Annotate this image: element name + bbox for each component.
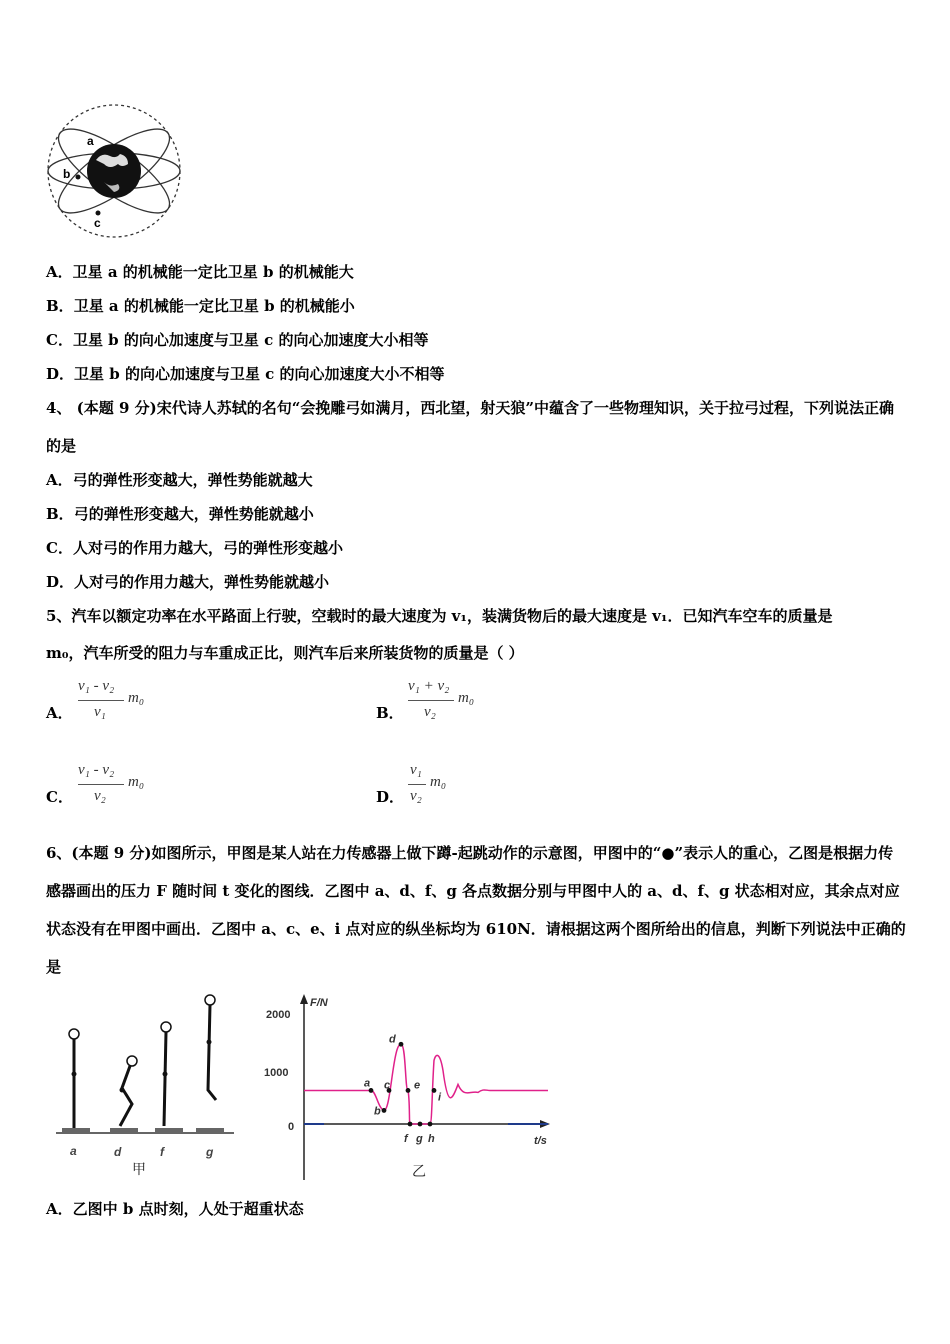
chart-point-label-b: b	[374, 1105, 381, 1118]
q3-option-b[interactable]	[46, 295, 355, 316]
chart-point-label-d: d	[389, 1033, 396, 1046]
satellite-orbit-figure	[44, 100, 184, 242]
q5-option-d-numerator: v₁	[410, 762, 422, 778]
q4-option-b-letter: B．	[46, 505, 74, 523]
q4-option-d-text: 人对弓的作用力越大，弹性势能就越小	[74, 573, 330, 591]
chart-point-e	[406, 1088, 411, 1093]
chart-point-label-h: h	[428, 1133, 435, 1145]
chart-point-label-g: g	[416, 1133, 423, 1145]
q4-stem: 4、 (本题 9 分)宋代诗人苏轼的名句“会挽雕弓如满月，西北望，射天狼”中蕴含了一些物理知识，关于拉弓过程，下列说法正确的是	[46, 399, 894, 455]
figure-jia-squat-jump	[56, 990, 241, 1180]
q5-option-a-bar	[78, 700, 124, 701]
figure-jia-label-d: d	[114, 1145, 122, 1159]
figure-jia-label-f: f	[160, 1145, 164, 1159]
q3-option-d-letter: D．	[46, 365, 75, 383]
q5-option-d-denominator: v₂	[410, 788, 422, 804]
q5-option-d-letter[interactable]: D．	[376, 788, 405, 806]
q5-option-c-mass: m₀	[128, 774, 145, 790]
figure-jia-caption: 甲	[132, 1161, 146, 1177]
q3-option-d-text: 卫星 b 的向心加速度与卫星 c 的向心加速度大小不相等	[74, 365, 445, 383]
q4-option-b-text: 弓的弹性形变越大，弹性势能就越小	[73, 505, 314, 523]
q3-option-a-letter: A．	[46, 263, 73, 281]
chart-point-b	[382, 1108, 387, 1113]
q3-option-b-letter: B．	[46, 297, 74, 315]
chart-point-label-f: f	[404, 1133, 408, 1145]
chart-point-label-a: a	[364, 1077, 371, 1090]
chart-y-axis-arrow	[300, 994, 308, 1004]
q4-option-a-letter: A．	[46, 471, 73, 489]
q6-option-a-letter: A．	[46, 1200, 73, 1218]
satellite-label-b: b	[63, 167, 71, 181]
q5-option-a-letter[interactable]: A．	[46, 704, 73, 722]
q3-option-c-letter: C．	[46, 331, 73, 349]
q5-option-d-bar	[408, 784, 426, 785]
chart-y-label: F/N	[310, 997, 328, 1009]
q4-option-b[interactable]	[46, 503, 314, 524]
q6-option-a-text: 乙图中 b 点时刻，人处于超重状态	[72, 1200, 304, 1218]
chart-point-label-c: c	[384, 1079, 391, 1092]
chart-point-label-e: e	[414, 1079, 421, 1092]
satellite-label-a: a	[87, 134, 94, 148]
chart-ytick-2000: 2000	[266, 1009, 291, 1021]
q3-option-a[interactable]	[46, 261, 354, 282]
q3-option-b-text: 卫星 a 的机械能一定比卫星 b 的机械能小	[73, 297, 355, 315]
chart-point-h	[428, 1122, 433, 1127]
q3-option-d[interactable]	[46, 363, 445, 384]
chart-point-f	[408, 1122, 413, 1127]
figure-jia-label-g: g	[206, 1145, 214, 1159]
chart-point-i	[432, 1088, 437, 1093]
q3-option-c-text: 卫星 b 的向心加速度与卫星 c 的向心加速度大小相等	[72, 331, 429, 349]
chart-ytick-0: 0	[288, 1121, 295, 1133]
q6-option-a[interactable]	[46, 1198, 304, 1219]
q4-option-a-text: 弓的弹性形变越大，弹性势能就越大	[72, 471, 313, 489]
q5-option-c-letter[interactable]: C．	[46, 788, 73, 806]
q3-option-a-text: 卫星 a 的机械能一定比卫星 b 的机械能大	[72, 263, 354, 281]
figure-yi-caption: 乙	[412, 1163, 426, 1179]
q5-stem-line1: 5、汽车以额定功率在水平路面上行驶，空载时的最大速度为 v₁，装满货物后的最大速度是 v₁．已知汽车空车的质量是	[46, 607, 833, 625]
q5-option-c-denominator: v₂	[94, 788, 106, 804]
q5-option-a-numerator: v₁ - v₂	[78, 678, 115, 694]
figure-yi-force-time-chart	[258, 990, 558, 1190]
q4-option-c-letter: C．	[46, 539, 73, 557]
q5-stem-line2: m₀，汽车所受的阻力与车重成正比，则汽车后来所装货物的质量是（ ）	[46, 644, 524, 662]
q5-option-a-mass: m₀	[128, 690, 145, 706]
chart-x-label: t/s	[534, 1135, 547, 1147]
figure-jia-label-a: a	[70, 1144, 77, 1158]
q5-option-b-letter[interactable]: B．	[376, 704, 404, 722]
q4-option-c-text: 人对弓的作用力越大，弓的弹性形变越小	[72, 539, 343, 557]
q5-option-c-bar	[78, 784, 124, 785]
q5-option-d-mass: m₀	[430, 774, 447, 790]
q6-stem: 6、(本题 9 分)如图所示，甲图是某人站在力传感器上做下蹲-起跳动作的示意图，甲图中的“●”表示人的重心，乙图是根据力传感器画出的压力 F 随时间 t 变化的图线．乙图中 a、d、f、g 各点数据分别与甲图中人的 a、d、f、g 状态相对应，其余点对应状态没有在甲图中画出．乙图中 a、c、e、i 点对应的纵坐标均为 610N．请根据这两个图所给出的信息，判断下列说法中正确的是	[46, 844, 906, 976]
q5-option-b-bar	[408, 700, 454, 701]
satellite-label-c: c	[94, 216, 101, 230]
chart-point-d	[399, 1042, 404, 1047]
q5-option-b-denominator: v₂	[424, 704, 436, 720]
q5-option-b-numerator: v₁ + v₂	[408, 678, 450, 694]
q5-option-c-numerator: v₁ - v₂	[78, 762, 115, 778]
q5-option-a-denominator: v₁	[94, 704, 106, 720]
q4-option-d-letter: D．	[46, 573, 75, 591]
q4-option-d[interactable]	[46, 571, 329, 592]
chart-ytick-1000: 1000	[264, 1067, 289, 1079]
q5-option-b-mass: m₀	[458, 690, 475, 706]
chart-point-g	[418, 1122, 423, 1127]
q4-option-a[interactable]	[46, 469, 313, 490]
chart-point-label-i: i	[438, 1091, 442, 1104]
q4-option-c[interactable]	[46, 537, 343, 558]
q3-option-c[interactable]	[46, 329, 428, 350]
